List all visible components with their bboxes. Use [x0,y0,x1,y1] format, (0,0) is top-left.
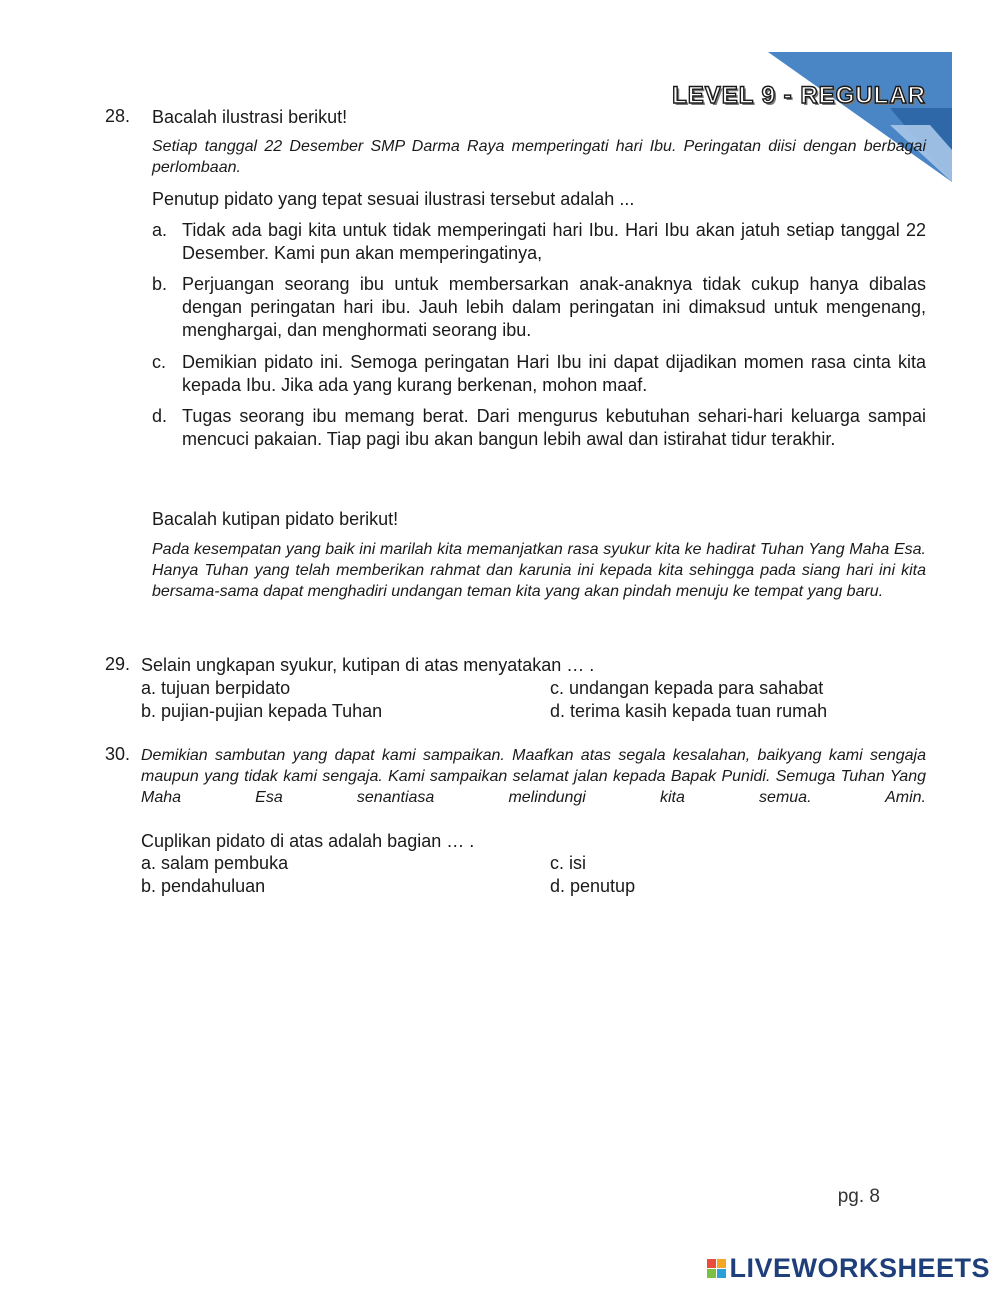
question-29-number: 29. [105,654,131,674]
excerpt-text: Pada kesempatan yang baik ini marilah kita memanjatkan rasa syukur kita ke hadirat Tuhan Yang Maha Esa. Hanya Tuhan yang telah memberikan rahmat dan karunia ini kepada kita sehingga pada siang hari ini kita bersama-sama dapat menghadiri undangan teman kita yang akan pindah menuju ke tempat yang baru. [152,541,926,600]
question-30-option-a[interactable]: a. salam pembuka [141,853,289,873]
question-28-option-a[interactable] [152,219,926,265]
question-28-option-c[interactable] [152,351,926,397]
brand-name: LIVEWORKSHEETS [729,1253,990,1283]
question-29-option-c[interactable]: c. undangan kepada para sahabat [550,678,824,698]
question-30-question: Cuplikan pidato di atas adalah bagian … . [141,831,475,851]
excerpt-prompt: Bacalah kutipan pidato berikut! [152,509,399,529]
option-label: d. [152,406,168,426]
question-28-prompt: Bacalah ilustrasi berikut! [152,107,348,127]
option-text: Perjuangan seorang ibu untuk membersarkan anak-anaknya tidak cukup hanya dibalas dengan peringatan hari ibu. Jauh lebih dalam peringatan ini dimaksud untuk mengenang, menghargai, dan menghormati seorang ibu. [182,274,926,340]
option-label: a. [152,220,168,240]
liveworksheets-logo[interactable] [707,1253,990,1284]
option-text: Tugas seorang ibu memang berat. Dari mengurus kebutuhan sehari-hari keluarga sampai mencuci pakaian. Tiap pagi ibu akan bangun lebih awal dan istirahat tidur terakhir. [182,406,926,449]
question-28-question: Penutup pidato yang tepat sesuai ilustrasi tersebut adalah ... [152,189,635,209]
option-label: c. [152,352,167,372]
question-28-option-d[interactable] [152,405,926,451]
question-30-option-c[interactable]: c. isi [550,853,586,873]
question-29-question: Selain ungkapan syukur, kutipan di atas menyatakan … . [141,655,595,675]
question-30-quote: Demikian sambutan yang dapat kami sampaikan. Maafkan atas segala kesalahan, baikyang kami sengaja maupun yang tidak kami sengaja. Kami sampaikan selamat jalan kepada Bapak Punidi. Semuga Tuhan Yang Maha Esa senantiasa melindungi kita semua. Amin. [141,747,926,806]
level-label: LEVEL 9 - REGULAR [672,82,926,109]
question-28-illustration: Setiap tanggal 22 Desember SMP Darma Raya memperingati hari Ibu. Peringatan diisi dengan berbagai perlombaan. [152,138,926,176]
option-text: Demikian pidato ini. Semoga peringatan Hari Ibu ini dapat dijadikan momen rasa cinta kita kepada Ibu. Jika ada yang kurang berkenan, mohon maaf. [182,352,926,395]
logo-blocks-icon [707,1259,726,1278]
question-30-option-b[interactable]: b. pendahuluan [141,876,266,896]
question-29-option-d[interactable]: d. terima kasih kepada tuan rumah [550,701,828,721]
question-29-option-b[interactable]: b. pujian-pujian kepada Tuhan [141,701,383,721]
question-30-option-d[interactable]: d. penutup [550,876,636,896]
question-29-option-a[interactable]: a. tujuan berpidato [141,678,291,698]
option-text: Tidak ada bagi kita untuk tidak memperingati hari Ibu. Hari Ibu akan jatuh setiap tanggal 22 Desember. Kami pun akan memperingatinya, [182,220,926,263]
option-label: b. [152,274,168,294]
page-number: pg. 8 [837,1186,880,1207]
question-28-number: 28. [105,106,131,126]
question-30-number: 30. [105,744,131,764]
question-28-option-b[interactable] [152,273,926,342]
